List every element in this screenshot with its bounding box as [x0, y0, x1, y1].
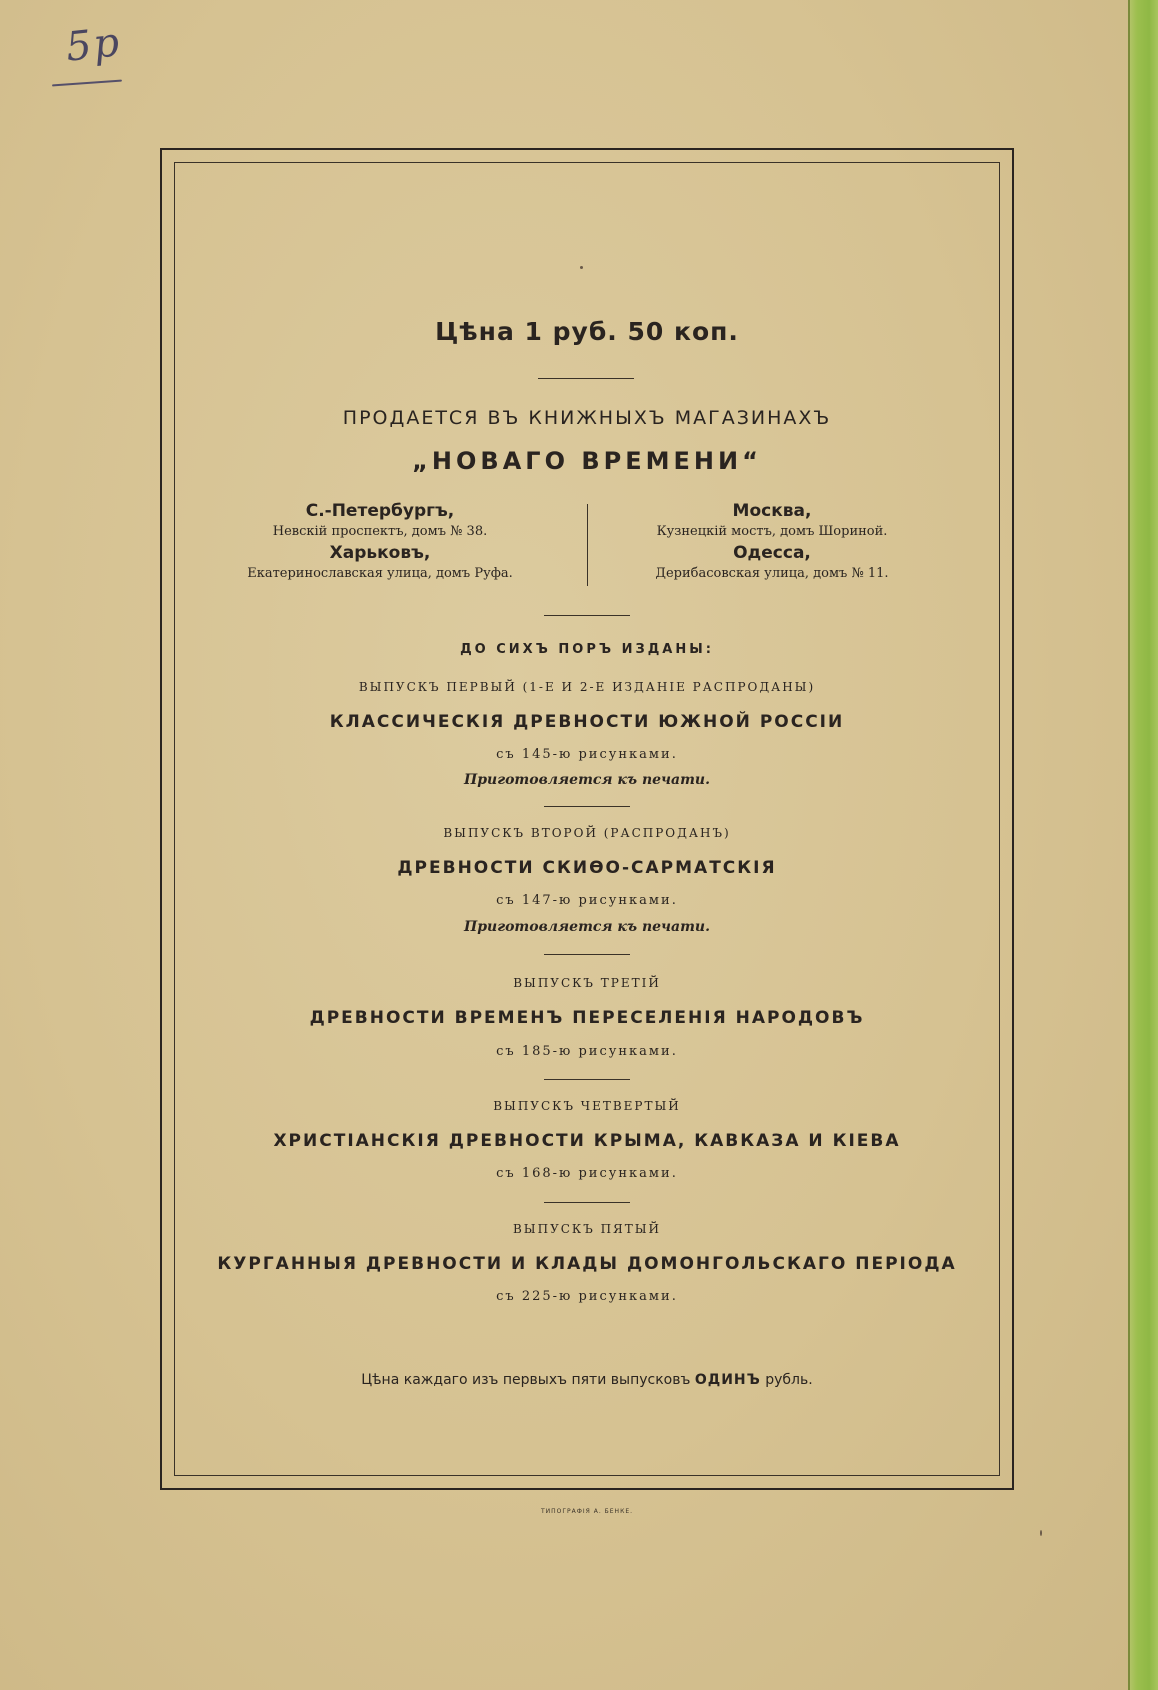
issue-figures: съ 147-ю рисунками. — [496, 893, 678, 908]
issue-label: ВЫПУСКЪ ПЯТЫЙ — [512, 1222, 661, 1236]
divider-rule — [544, 615, 630, 616]
shop-address: Невскій проспектъ, домъ № 38. — [272, 524, 488, 539]
price-per-issue — [174, 1372, 1000, 1388]
issue-figures: съ 145-ю рисунками. — [496, 747, 678, 762]
city-name: Одесса, — [733, 543, 811, 563]
issue-figures: съ 225-ю рисунками. — [496, 1289, 678, 1304]
issue-label: ВЫПУСКЪ ТРЕТІЙ — [513, 976, 661, 990]
issue-prep-note: Приготовляется къ печати. — [464, 772, 710, 788]
issue-title: КУРГАННЫЯ ДРЕВНОСТИ И КЛАДЫ ДОМОНГОЛЬСКАГО ПЕРІОДА — [217, 1254, 957, 1274]
paper-speck — [1040, 1530, 1042, 1536]
printer-imprint: ТИПОГРАФІЯ А. БЕНКЕ. — [540, 1508, 634, 1515]
handwritten-shelfmark: 5р — [63, 19, 124, 71]
divider-rule — [544, 806, 630, 807]
issue-label: ВЫПУСКЪ ЧЕТВЕРТЫЙ — [493, 1099, 681, 1113]
divider-rule — [538, 378, 634, 379]
issue-title: КЛАССИЧЕСКІЯ ДРЕВНОСТИ ЮЖНОЙ РОССІИ — [329, 712, 845, 732]
price-line: Цѣна 1 руб. 50 коп. — [435, 317, 739, 346]
sold-in-heading: ПРОДАЕТСЯ ВЪ КНИЖНЫХЪ МАГАЗИНАХЪ — [342, 407, 832, 429]
price-per-issue-text: рубль. — [760, 1372, 813, 1388]
divider-rule — [544, 1202, 630, 1203]
divider-rule — [544, 1079, 630, 1080]
shop-address: Кузнецкій мостъ, домъ Шориной. — [656, 524, 888, 539]
cover-content — [174, 162, 1000, 1476]
issue-title: ДРЕВНОСТИ ВРЕМЕНЪ ПЕРЕСЕЛЕНІЯ НАРОДОВЪ — [309, 1008, 865, 1028]
issue-figures: съ 185-ю рисунками. — [496, 1044, 678, 1059]
city-name: Москва, — [732, 501, 812, 521]
published-heading: ДО СИХЪ ПОРЪ ИЗДАНЫ: — [460, 642, 714, 657]
shop-address: Екатеринославская улица, домъ Руфа. — [247, 566, 513, 581]
issue-title: ХРИСТІАНСКІЯ ДРЕВНОСТИ КРЫМА, КАВКАЗА И КІЕВА — [273, 1131, 901, 1151]
issue-label: ВЫПУСКЪ ВТОРОЙ (РАСПРОДАНЪ) — [443, 826, 731, 840]
price-per-issue-emphasis: ОДИНЪ — [694, 1372, 761, 1388]
city-name: С.-Петербургъ, — [305, 501, 455, 521]
price-per-issue-text: Цѣна каждаго изъ первыхъ пяти выпусковъ — [361, 1372, 695, 1388]
shops-left-column — [190, 500, 570, 584]
divider-rule — [544, 954, 630, 955]
issue-prep-note: Приготовляется къ печати. — [464, 919, 710, 935]
shop-addresses — [174, 500, 1000, 590]
binding-edge — [1128, 0, 1158, 1690]
issue-label: ВЫПУСКЪ ПЕРВЫЙ (1-Е И 2-Е ИЗДАНІЕ РАСПРОДАНЫ) — [358, 680, 816, 694]
issue-figures: съ 168-ю рисунками. — [496, 1166, 678, 1181]
city-name: Харьковъ, — [329, 543, 431, 563]
shop-address: Дерибасовская улица, домъ № 11. — [655, 566, 889, 581]
issue-title: ДРЕВНОСТИ СКИѲО-САРМАТСКІЯ — [397, 858, 777, 878]
publisher-name: „НОВАГО ВРЕМЕНИ“ — [412, 447, 762, 475]
shops-right-column — [582, 500, 962, 584]
